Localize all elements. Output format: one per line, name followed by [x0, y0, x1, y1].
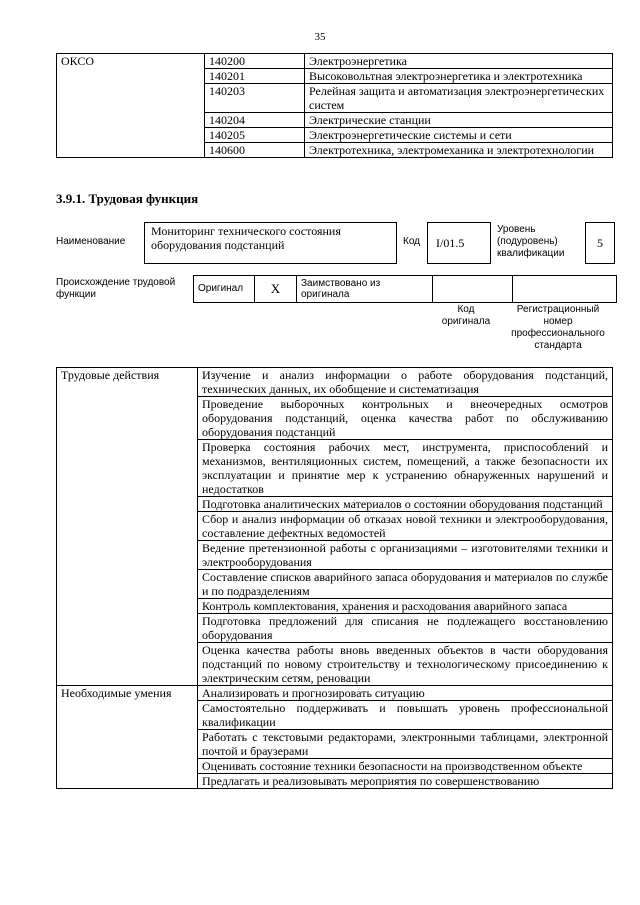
okso-code: 140200	[205, 54, 305, 69]
okso-code: 140203	[205, 84, 305, 113]
table-row	[57, 368, 613, 397]
original-label: Оригинал	[194, 276, 255, 303]
okso-table	[56, 53, 613, 158]
level-label: Уровень (подуровень) квалификации	[497, 224, 565, 259]
okso-name: Высоковольтная электроэнергетика и электротехника	[305, 69, 613, 84]
okso-name: Электроэнергетика	[305, 54, 613, 69]
skills-label: Необходимые умения	[57, 686, 198, 789]
labor-action: Подготовка предложений для списания не подлежащего восстановлению оборудования	[198, 614, 613, 643]
okso-name: Электроэнергетические системы и сети	[305, 128, 613, 143]
labor-action: Сбор и анализ информации об отказах новой техники и электрооборудования, составление дефектных ведомостей	[198, 512, 613, 541]
okso-code: 140600	[205, 143, 305, 158]
table-row	[57, 54, 613, 69]
reg-number-cell	[513, 276, 617, 303]
table-row	[57, 686, 613, 701]
original-mark: X	[255, 276, 297, 303]
okso-code: 140204	[205, 113, 305, 128]
labor-actions-label: Трудовые действия	[57, 368, 198, 686]
labor-action: Ведение претензионной работы с организациями – изготовителями техники и электрооборудования	[198, 541, 613, 570]
reg-number-label: Регистрационный номер профессионального стандарта	[511, 304, 605, 351]
labor-action: Оценка качества работы вновь введенных объектов в части оборудования подстанций по новому строительству и технологическому присоединению к электрическим сетям, реновации	[198, 643, 613, 686]
labor-action: Изучение и анализ информации о работе оборудования подстанций, технических данных, их обобщение и систематизация	[198, 368, 613, 397]
function-code: I/01.5	[427, 222, 491, 264]
section-title: 3.9.1. Трудовая функция	[56, 191, 199, 206]
labor-action: Проверка состояния рабочих мест, инструмента, приспособлений и механизмов, вентиляционных систем, помещений, а также безопасности их эксплуатации и принятие мер к устранению обнаруженных нарушений и недостатков	[198, 440, 613, 497]
code-label: Код	[403, 236, 421, 247]
labor-action: Контроль комплектования, хранения и расходования аварийного запаса	[198, 599, 613, 614]
okso-name: Электротехника, электромеханика и электротехнологии	[305, 143, 613, 158]
labor-action: Составление списков аварийного запаса оборудования и материалов по службе и по подразделениям	[198, 570, 613, 599]
origin-table	[193, 275, 617, 303]
skill-item: Анализировать и прогнозировать ситуацию	[198, 686, 613, 701]
labor-action: Подготовка аналитических материалов о состоянии оборудования подстанций	[198, 497, 613, 512]
code-original-label: Код оригинала	[441, 304, 491, 327]
skill-item: Оценивать состояние техники безопасности на производственном объекте	[198, 759, 613, 774]
okso-code: 140201	[205, 69, 305, 84]
table-row	[194, 276, 617, 303]
okso-name: Релейная защита и автоматизация электроэнергетических систем	[305, 84, 613, 113]
qualification-level: 5	[585, 222, 615, 264]
okso-label: ОКСО	[57, 54, 205, 158]
function-name: Мониторинг технического состояния оборудования подстанций	[144, 222, 397, 264]
page-number: 35	[314, 31, 326, 43]
origin-label: Происхождение трудовой функции	[56, 277, 176, 300]
skill-item: Самостоятельно поддерживать и повышать уровень профессиональной квалификации	[198, 701, 613, 730]
okso-name: Электрические станции	[305, 113, 613, 128]
labor-action: Проведение выборочных контрольных и внеочередных осмотров оборудования подстанций, оценка качества работ по обслуживанию оборудования подстанций	[198, 397, 613, 440]
skill-item: Предлагать и реализовывать мероприятия по совершенствованию	[198, 774, 613, 789]
competency-table	[56, 367, 613, 789]
skill-item: Работать с текстовыми редакторами, электронными таблицами, электронной почтой и браузерами	[198, 730, 613, 759]
okso-code: 140205	[205, 128, 305, 143]
borrowed-label: Заимствовано из оригинала	[297, 276, 433, 303]
name-label: Наименование	[56, 236, 126, 247]
code-original-cell	[433, 276, 513, 303]
